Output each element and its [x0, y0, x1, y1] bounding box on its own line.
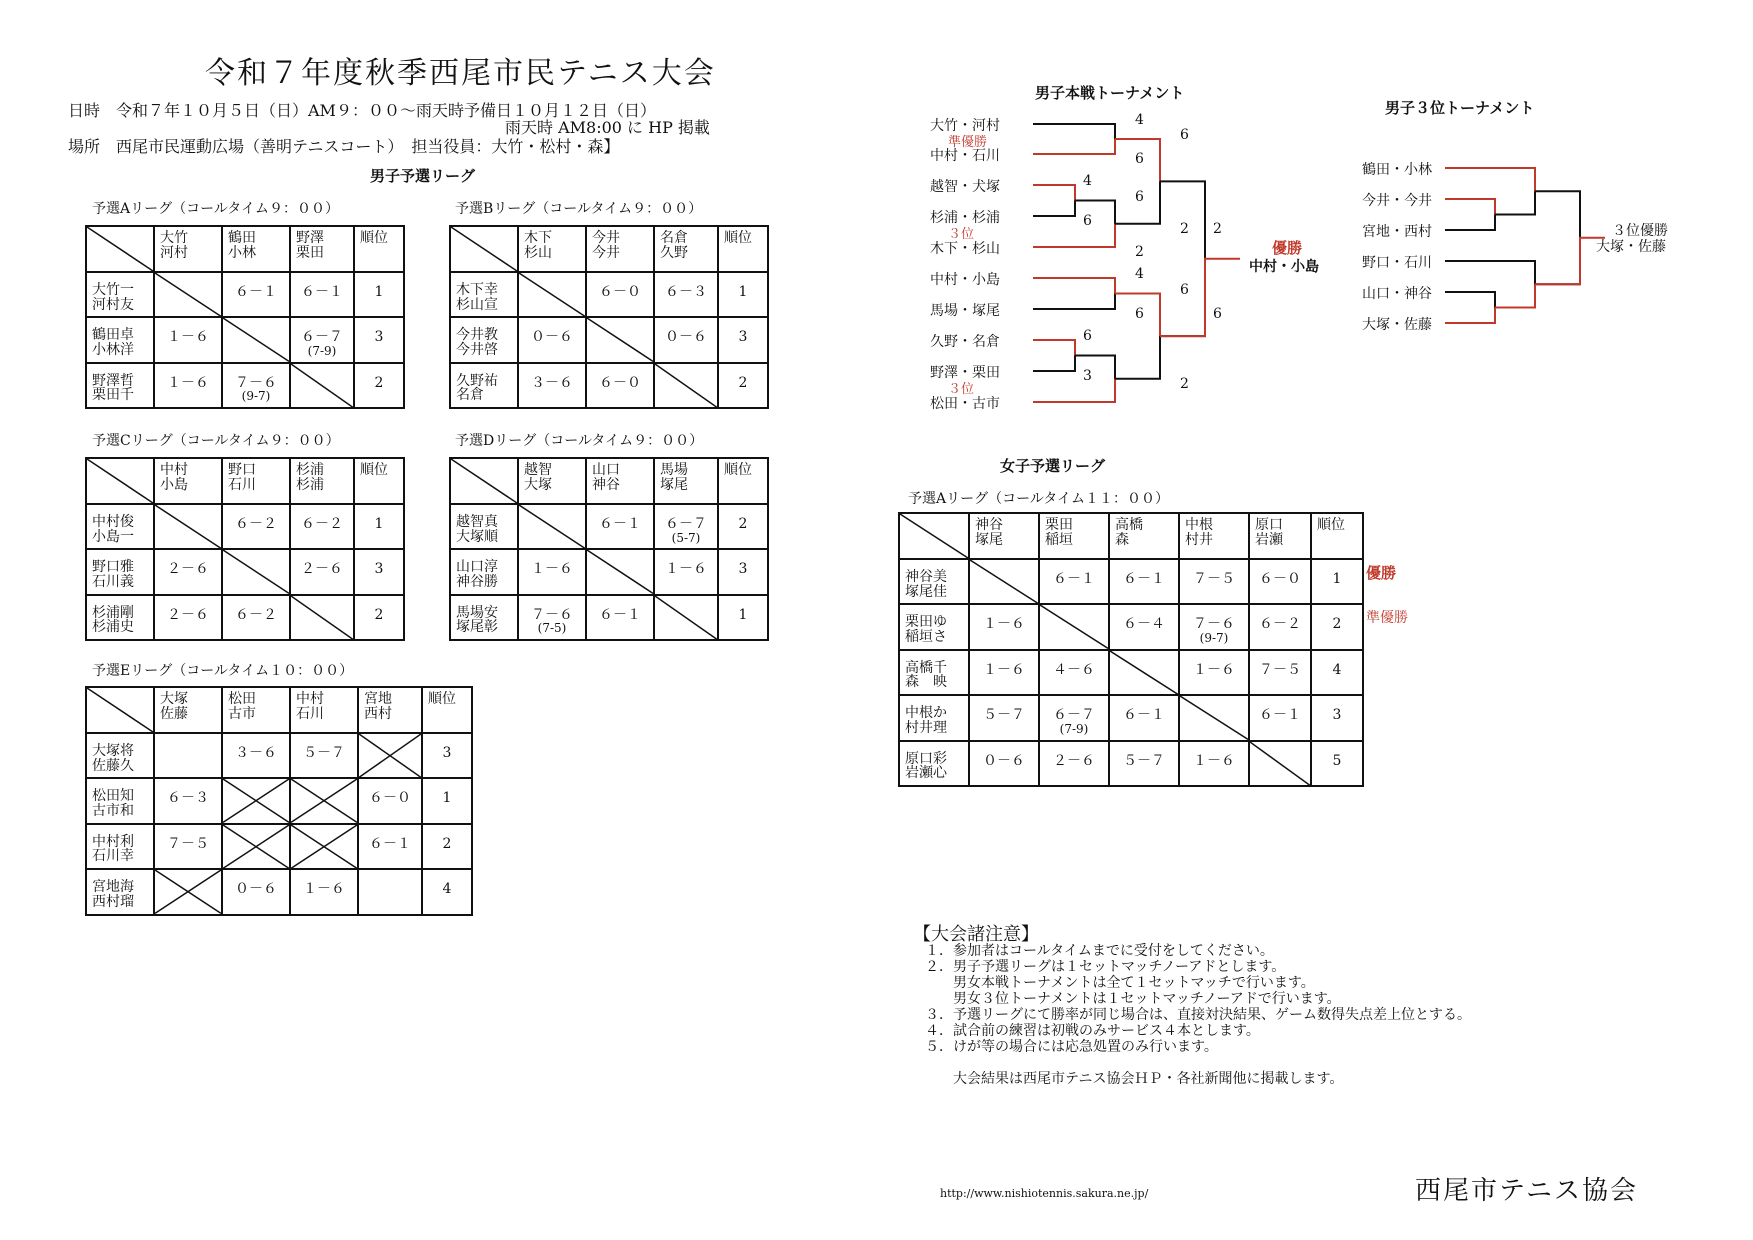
col-header: 高橋 森 — [1109, 513, 1179, 559]
score-cell — [154, 549, 222, 594]
rank-cell: 3 — [354, 549, 404, 594]
col-header: 馬場 塚尾 — [654, 458, 718, 504]
score-cell — [518, 317, 586, 362]
self-cell — [290, 595, 354, 640]
blank-cell — [154, 869, 222, 914]
rank-header: 順位 — [354, 226, 404, 272]
r2-match — [1033, 278, 1115, 309]
score: ３－６ — [235, 745, 277, 761]
rank-cell: 2 — [354, 363, 404, 408]
score-cell — [969, 604, 1039, 649]
date-line: 日時 令和７年１０月５日（日）AM９：００～雨天時予備日１０月１２日（日） — [68, 101, 656, 120]
score-cell — [1179, 741, 1249, 786]
col-header: 宮地 西村 — [358, 687, 422, 733]
bracket-score: 2 — [1213, 221, 1222, 238]
womens-runnerup-mark: 準優勝 — [1366, 610, 1408, 626]
score-cell — [969, 741, 1039, 786]
score-cell — [154, 595, 222, 640]
winner-name: 中村・小島 — [1249, 258, 1319, 275]
score-cell — [969, 650, 1039, 695]
row-player: 杉浦剛 杉浦史 — [86, 595, 154, 640]
col-header: 原口 岩瀬 — [1249, 513, 1311, 559]
score: １－６ — [167, 374, 209, 391]
score-cell — [154, 317, 222, 362]
score: ６－２ — [235, 606, 277, 623]
col-header: 越智 大塚 — [518, 458, 586, 504]
col-header: 山口 神谷 — [586, 458, 654, 504]
score-cell — [1179, 559, 1249, 604]
score-cell — [586, 595, 654, 640]
third-bracket-player: 野口・石川 — [1362, 255, 1432, 271]
bracket-player: 越智・犬塚 — [930, 179, 1000, 195]
row-player: 今井教 今井啓 — [450, 317, 518, 362]
score: ０－６ — [235, 881, 277, 898]
third-place-tag: ３位 — [948, 382, 975, 397]
third-bracket-player: 宮地・西村 — [1362, 224, 1432, 240]
row-player: 野澤哲 栗田千 — [86, 363, 154, 408]
score: ６－０ — [599, 374, 641, 391]
self-cell — [1039, 604, 1109, 649]
runner-up-tag: 準優勝 — [948, 135, 988, 150]
score: ３－６ — [531, 374, 573, 391]
rank-cell: 2 — [718, 504, 768, 549]
blank-cell — [290, 778, 358, 823]
score-cell — [358, 778, 422, 823]
score-cell — [586, 272, 654, 317]
score: ０－６ — [665, 329, 707, 346]
score: １－６ — [665, 561, 707, 578]
rank-header: 順位 — [1311, 513, 1363, 559]
score-cell — [1109, 559, 1179, 604]
self-cell — [518, 272, 586, 317]
third-place-tag: ３位 — [948, 227, 975, 242]
score-cell — [1249, 650, 1311, 695]
bracket-player: 野澤・栗田 — [930, 365, 1000, 381]
row-player: 原口彩 岩瀬心 — [899, 741, 969, 786]
score: ０－６ — [531, 329, 573, 346]
tiebreak: (9-7) — [1199, 631, 1229, 646]
score-cell — [290, 317, 354, 362]
self-cell — [290, 363, 354, 408]
row-player: 中村俊 小島一 — [86, 504, 154, 549]
score-cell — [222, 504, 290, 549]
third-final-match — [1535, 191, 1580, 284]
third-result-name: 大塚・佐藤 — [1596, 238, 1666, 255]
row-player: 鶴田卓 小林洋 — [86, 317, 154, 362]
bracket-score: 2 — [1180, 220, 1189, 237]
bracket-player: 久野・名倉 — [930, 334, 1000, 350]
col-header: 野澤 栗田 — [290, 226, 354, 272]
self-cell — [969, 559, 1039, 604]
score: １－６ — [1193, 752, 1235, 769]
self-cell — [154, 272, 222, 317]
tiebreak: (7-9) — [1059, 721, 1089, 736]
self-cell — [654, 363, 718, 408]
score: ７－６ — [235, 374, 277, 391]
score: ２－６ — [167, 561, 209, 578]
rank-cell: 4 — [422, 869, 472, 914]
score: ５－７ — [303, 745, 345, 761]
score: ５－７ — [1123, 752, 1165, 769]
final-win — [1160, 259, 1240, 336]
bracket-score: 2 — [1135, 244, 1144, 260]
row-player: 山口淳 神谷勝 — [450, 549, 518, 594]
score-cell — [518, 595, 586, 640]
score-cell — [154, 824, 222, 869]
score-cell — [586, 363, 654, 408]
self-cell — [222, 549, 290, 594]
col-header: 中村 小島 — [154, 458, 222, 504]
bracket-score: 6 — [1180, 127, 1189, 143]
rank-cell: 1 — [718, 272, 768, 317]
bracket-player: 杉浦・杉浦 — [930, 210, 1000, 226]
score-cell — [1109, 604, 1179, 649]
blank-cell — [222, 824, 290, 869]
score: ６－１ — [599, 516, 641, 532]
r2-win — [1033, 278, 1115, 294]
score-cell — [222, 595, 290, 640]
col-header: 大塚 佐藤 — [154, 687, 222, 733]
rank-cell: 4 — [1311, 650, 1363, 695]
score-cell — [1109, 695, 1179, 740]
score-cell — [154, 733, 222, 778]
blank-cell — [222, 778, 290, 823]
rank-cell: 5 — [1311, 741, 1363, 786]
score-cell — [290, 549, 354, 594]
rank-header: 順位 — [718, 226, 768, 272]
self-cell — [586, 549, 654, 594]
league-c-table — [85, 457, 405, 641]
score: ２－６ — [1053, 752, 1095, 769]
third-bracket-player: 今井・今井 — [1362, 193, 1432, 209]
bracket-score: 6 — [1083, 328, 1092, 344]
rank-cell: 1 — [354, 504, 404, 549]
tiebreak: (7-9) — [307, 344, 337, 359]
r2-win — [1033, 139, 1115, 154]
row-player: 栗田ゆ 稲垣さ — [899, 604, 969, 649]
r1-match — [1033, 185, 1075, 216]
score-cell — [1179, 604, 1249, 649]
bracket-score: 2 — [1180, 375, 1189, 392]
tiebreak: (7-5) — [537, 621, 567, 636]
bracket-score: 6 — [1135, 151, 1144, 167]
bracket-score: 6 — [1135, 306, 1144, 322]
rank-cell: 2 — [354, 595, 404, 640]
score-cell — [518, 549, 586, 594]
third-tournament-title: 男子３位トーナメント — [1385, 99, 1535, 117]
score: ６－１ — [1123, 571, 1165, 587]
score: ６－１ — [235, 284, 277, 300]
score: ６－１ — [1259, 707, 1301, 724]
row-player: 宮地海 西村瑠 — [86, 869, 154, 914]
score: ６－７ — [665, 516, 707, 532]
self-cell — [1179, 695, 1249, 740]
score: ７－６ — [1193, 616, 1235, 633]
row-player: 馬場安 塚尾彰 — [450, 595, 518, 640]
score-cell — [358, 824, 422, 869]
score-cell — [1039, 650, 1109, 695]
r1-match — [1033, 340, 1075, 371]
score: ６－１ — [301, 284, 343, 300]
score-cell — [222, 363, 290, 408]
womens-league-table — [898, 512, 1364, 787]
league-b-title: 予選Bリーグ（コールタイム９：００） — [455, 201, 703, 217]
score: ６－０ — [1259, 571, 1301, 587]
score: ２－６ — [167, 606, 209, 623]
score: ６－０ — [599, 284, 641, 300]
score: ５－７ — [983, 707, 1025, 724]
womens-league-title: 女子予選リーグ — [1000, 457, 1106, 475]
notes-heading: 【大会諸注意】 — [913, 924, 1039, 945]
row-player: 中根か 村井理 — [899, 695, 969, 740]
score: ７－５ — [1193, 571, 1235, 587]
score-cell — [358, 869, 422, 914]
score: １－６ — [983, 661, 1025, 678]
league-d-table — [449, 457, 769, 641]
bracket-player: 木下・杉山 — [930, 241, 1000, 257]
bracket-player: 大竹・河村 — [930, 118, 1000, 134]
rank-cell: 1 — [354, 272, 404, 317]
col-header: 中村 石川 — [290, 687, 358, 733]
col-header: 松田 古市 — [222, 687, 290, 733]
col-header: 鶴田 小林 — [222, 226, 290, 272]
third-r2-win — [1445, 168, 1535, 191]
league-c-title: 予選Cリーグ（コールタイム９：００） — [92, 433, 340, 449]
bracket-score: 6 — [1180, 281, 1189, 298]
rank-cell: 2 — [718, 363, 768, 408]
self-cell — [1249, 741, 1311, 786]
self-cell — [222, 317, 290, 362]
score: １－６ — [531, 561, 573, 578]
score: ６－１ — [1123, 707, 1165, 724]
col-header: 栗田 稲垣 — [1039, 513, 1109, 559]
tiebreak: (5-7) — [671, 530, 701, 545]
score-cell — [654, 549, 718, 594]
row-player: 神谷美 塚尾佳 — [899, 559, 969, 604]
col-header: 野口 石川 — [222, 458, 290, 504]
r1-win — [1033, 340, 1075, 356]
notes-list: １．参加者はコールタイムまでに受付をしてください。 ２．男子予選リーグは１セットマッチノーアドとします。 男女本戦トーナメントは全て１セットマッチで行います。 男女３位トーナメントは１セットマッチノーアドで行います。 ３．予選リーグにて勝率が同じ場合は、直接対決結果、ゲーム数得失点差上位とする。 ４．試合前の練習は初戦のみサービス４本とします。 ５．けが等の場合には応急処置のみ行います。 大会結果は西尾市テニス協会ＨＰ・各社新聞他に掲載します。 — [925, 943, 1471, 1087]
rank-cell: 3 — [354, 317, 404, 362]
third-result-label: ３位優勝 — [1612, 222, 1668, 239]
league-d-title: 予選Dリーグ（コールタイム９：００） — [455, 433, 704, 449]
score: ６－４ — [1123, 616, 1165, 633]
winner-label: 優勝 — [1272, 238, 1303, 257]
page-title: 令和７年度秋季西尾市民テニス大会 — [205, 56, 716, 91]
third-r2-win — [1495, 284, 1535, 307]
score: ６－１ — [369, 835, 411, 852]
score-cell — [1039, 741, 1109, 786]
third-r1-match — [1445, 199, 1495, 230]
rank-header: 順位 — [354, 458, 404, 504]
tiebreak: (9-7) — [241, 389, 271, 404]
score: ６－２ — [301, 516, 343, 532]
score-cell — [222, 869, 290, 914]
rank-cell: 3 — [718, 317, 768, 362]
score-cell — [290, 272, 354, 317]
row-player: 越智真 大塚順 — [450, 504, 518, 549]
association-name: 西尾市テニス協会 — [1415, 1176, 1638, 1206]
self-cell — [586, 317, 654, 362]
score-cell — [518, 363, 586, 408]
bracket-player: 松田・古市 — [930, 396, 1000, 412]
self-cell — [654, 595, 718, 640]
league-a-title: 予選Aリーグ（コールタイム９：００） — [92, 201, 339, 217]
score-cell — [222, 272, 290, 317]
bracket-score: 6 — [1213, 306, 1222, 323]
row-player: 大竹一 河村友 — [86, 272, 154, 317]
league-e-title: 予選Eリーグ（コールタイム１０：００） — [92, 663, 354, 679]
rank-cell: 2 — [422, 824, 472, 869]
third-bracket-player: 山口・神谷 — [1362, 286, 1432, 302]
rank-cell: 3 — [422, 733, 472, 778]
self-cell — [154, 504, 222, 549]
score-cell — [290, 869, 358, 914]
rank-cell: 2 — [1311, 604, 1363, 649]
col-header: 神谷 塚尾 — [969, 513, 1039, 559]
score: ６－３ — [167, 790, 209, 807]
rank-cell: 1 — [422, 778, 472, 823]
row-player: 野口雅 石川義 — [86, 549, 154, 594]
third-r1-win — [1445, 308, 1495, 324]
score: ７－６ — [531, 606, 573, 623]
r2-win — [1033, 379, 1115, 402]
third-bracket-lines — [1440, 150, 1620, 340]
row-player: 木下幸 杉山宣 — [450, 272, 518, 317]
col-header: 杉浦 杉浦 — [290, 458, 354, 504]
score: ２－６ — [301, 561, 343, 578]
row-player: 松田知 古市和 — [86, 778, 154, 823]
score-cell — [1109, 741, 1179, 786]
score: １－６ — [303, 881, 345, 898]
score: ４－６ — [1053, 661, 1095, 678]
league-b-table — [449, 225, 769, 409]
row-player: 中村利 石川幸 — [86, 824, 154, 869]
score: ６－２ — [1259, 616, 1301, 633]
r1-win — [1033, 185, 1075, 201]
rank-header: 順位 — [422, 687, 472, 733]
row-player: 久野祐 名倉 — [450, 363, 518, 408]
third-bracket-player: 鶴田・小林 — [1362, 162, 1432, 178]
league-w-title: 予選Aリーグ（コールタイム１１：００） — [908, 491, 1169, 507]
score-cell — [969, 695, 1039, 740]
score: １－６ — [167, 329, 209, 346]
col-header: 木下 杉山 — [518, 226, 586, 272]
score: １－６ — [983, 616, 1025, 633]
place-line: 場所 西尾市民運動広場（善明テニスコート） 担当役員：大竹・松村・森】 — [68, 137, 620, 156]
bracket-score: 3 — [1083, 368, 1092, 384]
row-player: 高橋千 森 映 — [899, 650, 969, 695]
third-r1-win — [1445, 199, 1495, 215]
score-cell — [290, 733, 358, 778]
score: ７－５ — [1259, 661, 1301, 678]
bracket-score: 4 — [1083, 173, 1092, 189]
bracket-player: 中村・石川 — [930, 148, 1000, 164]
rank-cell: 1 — [1311, 559, 1363, 604]
row-player: 大塚将 佐藤久 — [86, 733, 154, 778]
blank-cell — [290, 824, 358, 869]
score-cell — [654, 504, 718, 549]
score: １－６ — [1193, 661, 1235, 678]
score: ６－０ — [369, 790, 411, 807]
score: ０－６ — [983, 752, 1025, 769]
third-final-win — [1535, 238, 1605, 285]
score-cell — [1249, 604, 1311, 649]
score: ６－３ — [665, 284, 707, 300]
bracket-score: 6 — [1083, 213, 1092, 229]
association-url[interactable]: http://www.nishiotennis.sakura.ne.jp/ — [940, 1187, 1149, 1200]
bracket-player: 中村・小島 — [930, 272, 1000, 288]
bracket-player: 馬場・塚尾 — [930, 303, 1000, 319]
bracket-score: 4 — [1135, 112, 1144, 128]
league-e-table — [85, 686, 473, 916]
rank-cell: 3 — [718, 549, 768, 594]
score: ６－１ — [1053, 571, 1095, 587]
league-a-table — [85, 225, 405, 409]
col-header: 名倉 久野 — [654, 226, 718, 272]
score-cell — [1039, 559, 1109, 604]
score-cell — [654, 272, 718, 317]
rank-cell: 3 — [1311, 695, 1363, 740]
score-cell — [290, 504, 354, 549]
score: ６－１ — [599, 606, 641, 623]
col-header: 中根 村井 — [1179, 513, 1249, 559]
score-cell — [154, 778, 222, 823]
womens-winner-mark: 優勝 — [1366, 564, 1397, 582]
self-cell — [518, 504, 586, 549]
score-cell — [1039, 695, 1109, 740]
score-cell — [1179, 650, 1249, 695]
r2-win — [1033, 224, 1115, 247]
mens-league-title: 男子予選リーグ — [370, 167, 476, 185]
rain-line: 雨天時 AM8:00 に HP 掲載 — [505, 118, 710, 137]
third-r1-match — [1445, 292, 1495, 323]
score-cell — [654, 317, 718, 362]
score-cell — [1249, 695, 1311, 740]
self-cell — [1109, 650, 1179, 695]
rank-header: 順位 — [718, 458, 768, 504]
rank-cell: 1 — [718, 595, 768, 640]
main-tournament-title: 男子本戦トーナメント — [1035, 84, 1185, 102]
r2-match — [1033, 124, 1115, 154]
score: ６－２ — [235, 516, 277, 532]
third-bracket-player: 大塚・佐藤 — [1362, 317, 1432, 333]
score: ６－７ — [1053, 707, 1095, 724]
score: ６－７ — [301, 329, 343, 346]
score-cell — [586, 504, 654, 549]
bracket-score: 6 — [1135, 188, 1144, 205]
final-match — [1160, 181, 1205, 336]
bracket-score: 4 — [1135, 266, 1144, 282]
col-header: 今井 今井 — [586, 226, 654, 272]
col-header: 大竹 河村 — [154, 226, 222, 272]
score-cell — [222, 733, 290, 778]
score: ７－５ — [167, 835, 209, 852]
blank-cell — [358, 733, 422, 778]
third-r2-match — [1445, 261, 1535, 308]
score-cell — [1249, 559, 1311, 604]
score-cell — [154, 363, 222, 408]
third-r2-match — [1445, 168, 1535, 215]
